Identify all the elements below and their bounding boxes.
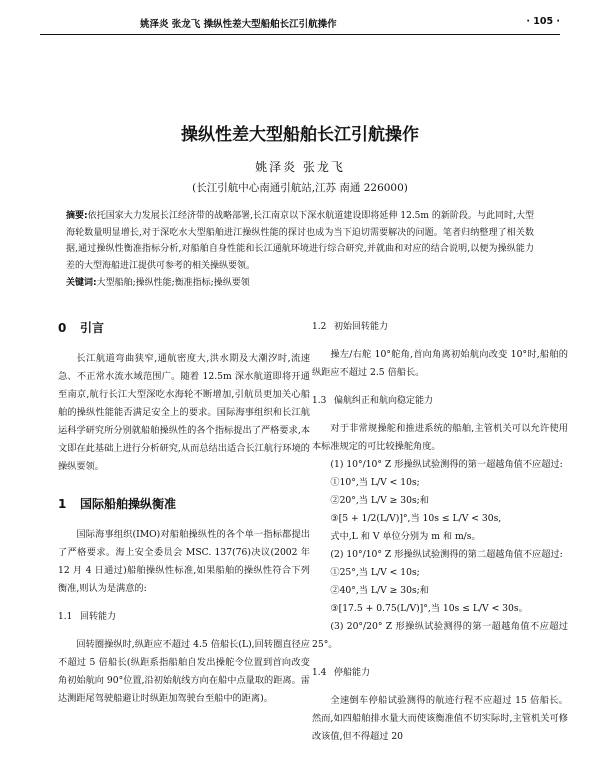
section-number: 1 (58, 497, 67, 511)
running-head-title: 姚泽炎 张龙飞 操纵性差大型船舶长江引航操作 (140, 19, 337, 30)
article-authors: 姚泽炎 张龙飞 (255, 160, 345, 174)
right-column (312, 318, 568, 746)
subsection-heading-initial-turning (312, 318, 568, 336)
paragraph: 国际海事组织(IMO)对船舶操纵性的各个单一指标都提出了严格要求。海上安全委员会 MSC. 137(76)决议(2002 年 12 月 4 日通过)船舶操纵性标准,如果船舶的操纵性符合下列衡准,则认为是满意的: (58, 529, 310, 594)
keywords-label: 关键词: (66, 278, 97, 288)
subsection-title: 偏航纠正和航向稳定能力 (334, 396, 434, 406)
section-title: 国际船舶操纵衡准 (80, 497, 177, 511)
criterion-item: ①25°,当 L/V < 10s; (330, 567, 420, 578)
criterion-item: ②20°,当 L/V ≥ 30s;和 (330, 495, 429, 506)
section-heading-imo (58, 494, 310, 514)
article-affiliation: (长江引航中心南通引航站,江苏 南通 226000) (192, 182, 408, 194)
subsection-title: 初始回转能力 (334, 322, 389, 332)
header-rule (40, 34, 560, 35)
subsection-heading-yaw-checking (312, 392, 568, 410)
subsection-heading-stopping (312, 664, 568, 682)
criterion-item: ③[17.5 + 0.75(L/V)]°,当 10s ≤ L/V < 30s。 (330, 603, 528, 614)
page-number: · 105 · (526, 16, 560, 27)
keywords-text: 大型船舶;操纵性能;衡准指标;操纵要领 (96, 278, 250, 288)
paragraph: 对于非常规操舵和推进系统的船舶,主管机关可以允许使用本标准规定的可比较操舵角度。 (312, 423, 568, 452)
criterion-item: ①10°,当 L/V < 10s; (330, 477, 420, 488)
section-heading-intro (58, 318, 310, 338)
subsection-title: 停船能力 (334, 668, 371, 678)
subsection-number: 1.3 (312, 396, 327, 406)
paragraph: (1) 10°/10° Z 形操纵试验测得的第一超越角值不应超过: (330, 459, 563, 470)
keywords (66, 276, 534, 290)
article-title: 操纵性差大型船舶长江引航操作 (181, 125, 419, 145)
left-column (58, 318, 310, 708)
abstract-text: 依托国家大力发展长江经济带的战略部署,长江南京以下深水航道建设即将延伸 12.5m 的新阶段。与此同时,大型海轮数量明显增长,对于深吃水大型船舶进江操纵性能的探讨也成为当下迫切需要解决的问题。笔者归纳整理了相关数据,通过操纵性衡准指标分析,对船舶自身性能和长江通航环境进行综合研究,并就曲和对应的结合说明,以便为操纵能力差的大型海船进江提供可参考的相关操纵要领。 (66, 211, 534, 271)
paragraph: (2) 10°/10° Z 形操纵试验测得的第二超越角值不应超过: (330, 549, 563, 560)
abstract-label: 摘要: (66, 211, 88, 221)
criterion-item: ②40°,当 L/V ≥ 30s;和 (330, 585, 429, 596)
subsection-number: 1.2 (312, 322, 327, 332)
criterion-note: 式中,L 和 V 单位分别为 m 和 m/s。 (330, 531, 481, 542)
subsection-title: 回转能力 (80, 612, 117, 622)
paragraph: 全速倒车停船试验测得的航迹行程不应超过 15 倍船长。然而,如四船舶排水量大而使该衡准值不切实际时,主管机关可修改该值,但不得超过 20 (312, 695, 568, 742)
subsection-number: 1.4 (312, 668, 327, 678)
running-head (40, 16, 560, 32)
paragraph: 操左/右舵 10°舵角,首向角离初始航向改变 10°时,船舶的纵距应不超过 2.5 倍船长。 (312, 349, 568, 378)
subsection-heading-turning (58, 608, 310, 626)
subsection-number: 1.1 (58, 612, 73, 622)
paragraph: 长江航道弯曲狭窄,通航密度大,洪水期及大潮汐时,流速急、不正常水流水域范围广。随着 12.5m 深水航道即将开通至南京,航行长江大型深吃水海轮不断增加,引航员更加关心船舶的操纵性能能否满足安全上的要求。国际海事组织和长江航运科学研究所分别就船舶操纵性的各个指标提出了严格要求,本文即在此基础上进行分析研究,从而总结出适合长江航行环境的操纵要领。 (58, 353, 310, 472)
paragraph: (3) 20°/20° Z 形操纵试验测得的第一超越角值不应超过 25°。 (312, 621, 568, 650)
criterion-item: ③[5 + 1/2(L/V)]°,当 10s ≤ L/V < 30s, (330, 513, 502, 524)
section-number: 0 (58, 321, 67, 335)
abstract (66, 208, 534, 274)
paragraph: 回转圈操纵时,纵距应不超过 4.5 倍船长(L),回转圈直径应不超过 5 倍船长(纵距系指船舶自发出操舵令位置到首向改变角初始航向 90°位置,沿初始航线方向在船中点量取的距离。雷达测距尾驾驶船避让时纵距加驾驶台至船中的距离)。 (58, 639, 310, 704)
section-title: 引言 (80, 321, 105, 335)
